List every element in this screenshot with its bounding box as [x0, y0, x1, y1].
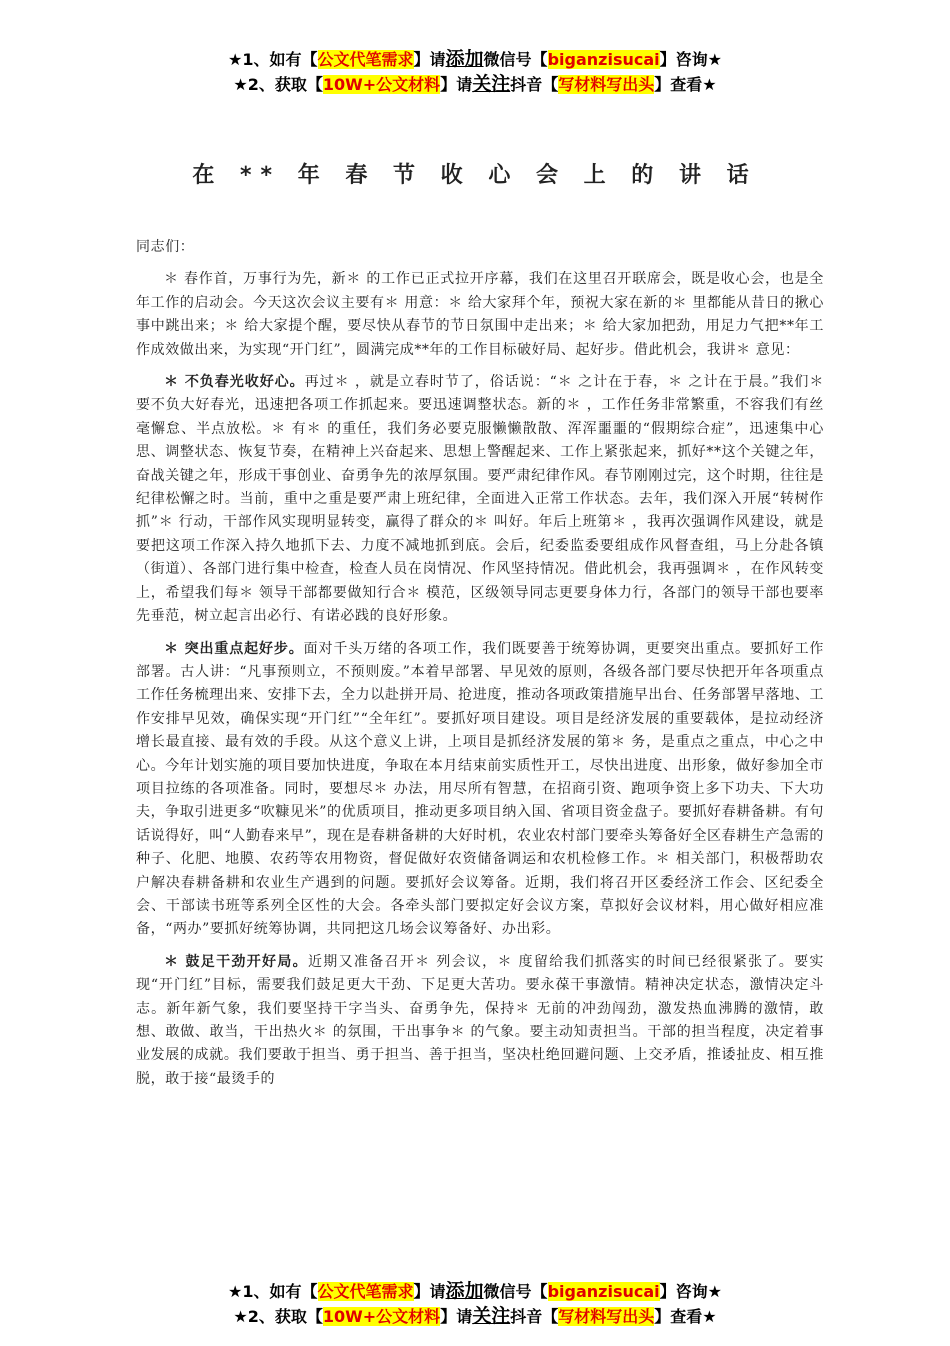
section-paragraph-2 — [136, 638, 824, 942]
banner-wechat-id: biganzisucai — [547, 1282, 660, 1301]
banner-text: ★1、如有【 — [228, 50, 318, 69]
banner-douyin-id: 写材料写出头 — [558, 1307, 655, 1326]
header-banner — [0, 47, 950, 97]
banner-text: 微信号【 — [483, 50, 548, 69]
banner-line-2 — [0, 1304, 950, 1329]
footer-banner — [0, 1279, 950, 1329]
banner-text: 】请 — [413, 1282, 446, 1301]
banner-text: ★2、获取【 — [233, 75, 323, 94]
banner-emphasis: 添加 — [445, 48, 484, 70]
salutation: 同志们： — [136, 239, 195, 255]
banner-emphasis: 关注 — [472, 1305, 511, 1327]
banner-highlight: 10W+公文材料 — [322, 1307, 441, 1326]
banner-highlight: 10W+公文材料 — [322, 75, 441, 94]
document-title: 在 ** 年 春 节 收 心 会 上 的 讲 话 — [192, 163, 758, 188]
section-body: 面对千头万绪的各项工作，我们既要善于统筹协调，更要突出重点。要抓好工作部署。古人讲：“凡事预则立，不预则废。”本着早部署、早见效的原则，各级各部门要尽快把开年各项重点工作任务梳理出来、安排下去，全力以赴拼开局、抢进度，推动各项政策措施早出台、任务部署早落地、工作安排早见效，确保实现“开门红”“全年红”。要抓好项目建设。项目是经济发展的重要载体，是拉动经济增长最直接、最有效的手段。从这个意义上讲，上项目是抓经济发展的第＊ 务，是重点之重点，中心之中心。今年计划实施的项目要加快进度，争取在本月结束前实质性开工，尽快出进度、出形象，做好参加全市项目拉练的各项准备。同时，要想尽＊ 办法，用尽所有智慧，在招商引资、跑项争资上多下功夫、下大功夫，争取引进更多“吹糠见米”的优质项目，推动更多项目纳入国、省项目资金盘子。要抓好春耕备耕。有句话说得好，叫“人勤春来早”，现在是春耕备耕的大好时机，农业农村部门要牵头筹备好全区春耕生产急需的种子、化肥、地膜、农药等农用物资，督促做好农资储备调运和农机检修工作。＊ 相关部门，积极帮助农户解决春耕备耕和农业生产遇到的问题。要抓好会议筹备。近期，我们将召开区委经济工作会、区纪委全会、干部读书班等系列全区性的大会。各牵头部门要拟定好会议方案，草拟好会议材料，用心做好相应准备，“两办”要抓好统筹协调，共同把这几场会议筹备好、办出彩。 — [136, 640, 825, 938]
section-heading: ＊ 鼓足干劲开好局。 — [164, 953, 308, 970]
banner-text: 】请 — [440, 75, 473, 94]
banner-wechat-id: biganzisucai — [547, 50, 660, 69]
banner-text: 】咨询★ — [659, 50, 722, 69]
banner-text: 】查看★ — [654, 1307, 717, 1326]
banner-text: 】查看★ — [654, 75, 717, 94]
banner-text: 抖音【 — [510, 75, 559, 94]
banner-text: ★2、获取【 — [233, 1307, 323, 1326]
banner-highlight: 公文代笔需求 — [317, 50, 414, 69]
section-body: 近期又准备召开＊ 列会议，＊ 度留给我们抓落实的时间已经很紧张了。要实现“开门红”目标，需要我们鼓足更大干劲、下足更大苦功。要永葆干事激情。精神决定状态，激情决定斗志。新年新气象，我们要坚持干字当头、奋勇争先，保持＊ 无前的冲劲闯劲，激发热血沸腾的激情，敢想、敢做、敢当，干出热火＊ 的氛围，干出事争＊ 的气象。要主动知责担当。干部的担当程度，决定着事业发展的成就。我们要敢于担当、勇于担当、善于担当，坚决杜绝回避问题、上交矛盾，推诿扯皮、相互推脱，敢于接“最烫手的 — [136, 953, 824, 1087]
intro-paragraph: ＊ 春作首，万事行为先，新＊ 的工作已正式拉开序幕，我们在这里召开联席会，既是收心会，也是全年工作的启动会。今天这次会议主要有＊ 用意：＊ 给大家拜个年，预祝大家在新的＊ 里都能从昔日的揪心事中跳出来；＊ 给大家提个醒，要尽快从春节的节日氛围中走出来；＊ 给大家加把劲，用足力气把**年工作成效做出来，为实现“开门红”，圆满完成**年的工作目标破好局、起好步。借此机会，我讲＊ 意见： — [136, 271, 824, 358]
banner-emphasis: 添加 — [445, 1280, 484, 1302]
banner-line-1 — [0, 1279, 950, 1304]
banner-text: 】请 — [440, 1307, 473, 1326]
section-paragraph-3 — [136, 951, 824, 1091]
banner-text: 微信号【 — [483, 1282, 548, 1301]
banner-emphasis: 关注 — [472, 73, 511, 95]
banner-text: ★1、如有【 — [228, 1282, 318, 1301]
section-heading: ＊ 不负春光收好心。 — [164, 374, 305, 391]
banner-text: 抖音【 — [510, 1307, 559, 1326]
banner-douyin-id: 写材料写出头 — [558, 75, 655, 94]
banner-text: 】请 — [413, 50, 446, 69]
section-body: 再过＊ ，就是立春时节了，俗话说：“＊ 之计在于春，＊ 之计在于晨。”我们＊ 要不负大好春光，迅速把各项工作抓起来。要迅速调整状态。新的＊ ，工作任务非常繁重，不容我们有丝毫懈怠、半点放松。＊ 有＊ 的重任，我们务必要克服懒懒散散、浑浑噩噩的“假期综合症”，迅速集中心思、调整状态、恢复节奏，在精神上兴奋起来、思想上警醒起来、工作上紧张起来，抓好**这个关键之年，奋战关键之年，形成干事创业、奋勇争先的浓厚氛围。要严肃纪律作风。春节刚刚过完，这个时期，往往是纪律松懈之时。当前，重中之重是要严肃上班纪律，全面进入正常工作状态。去年，我们深入开展“转树作抓”＊ 行动，干部作风实现明显转变，赢得了群众的＊ 叫好。年后上班第＊ ，我再次强调作风建设，就是要把这项工作深入持久地抓下去、力度不减地抓到底。会后，纪委监委要组成作风督查组，马上分赴各镇（街道）、各部门进行集中检查，检查人员在岗情况、作风坚持情况。借此机会，我再强调＊ ，在作风转变上，希望我们每＊ 领导干部都要做知行合＊ 模范，区级领导同志更要身体力行，各部门的领导干部也要率先垂范，树立起言出必行、有诺必践的良好形象。 — [136, 374, 825, 625]
section-paragraph-1 — [136, 371, 824, 628]
banner-line-2 — [0, 72, 950, 97]
section-heading: ＊ 突出重点起好步。 — [164, 640, 304, 657]
banner-line-1 — [0, 47, 950, 72]
document-body — [136, 236, 824, 1100]
banner-highlight: 公文代笔需求 — [317, 1282, 414, 1301]
banner-text: 】咨询★ — [659, 1282, 722, 1301]
